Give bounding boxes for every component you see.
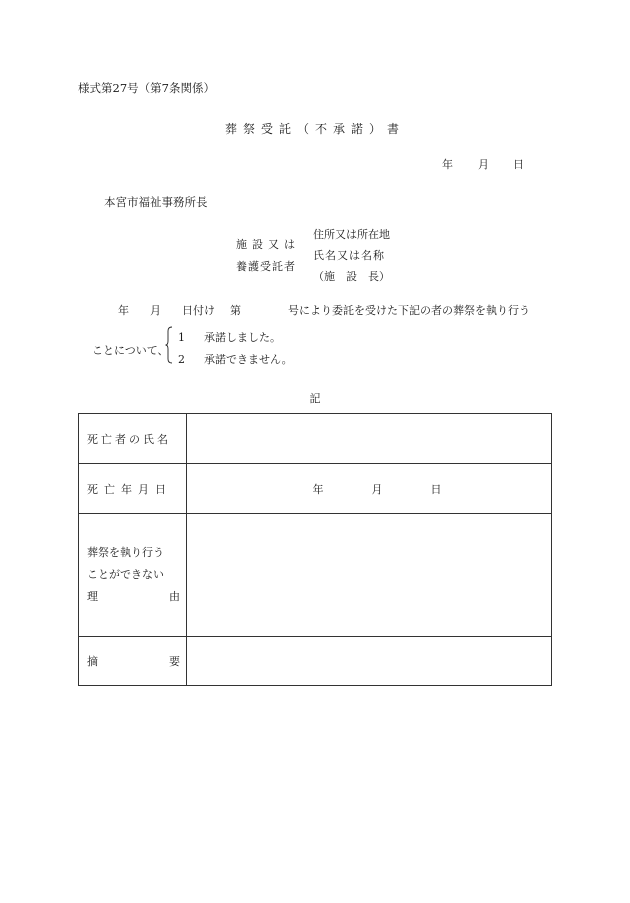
body-text: 号により委託を受けた下記の者の葬祭を執り行う xyxy=(288,304,530,317)
death-date-day: 日 xyxy=(430,482,442,496)
table-row xyxy=(79,464,552,514)
death-date-month: 月 xyxy=(371,482,383,496)
body-year-label: 年 xyxy=(118,304,129,317)
reason-label-line3a: 理 xyxy=(87,590,98,603)
remarks-field[interactable] xyxy=(187,637,552,686)
applicant-type-line1: 施設又は xyxy=(236,238,300,251)
table-row xyxy=(79,414,552,464)
reason-field[interactable] xyxy=(187,514,552,637)
body-number-prefix: 第 xyxy=(230,304,241,317)
date-month-label: 月 xyxy=(478,158,489,171)
death-date-label xyxy=(79,464,187,514)
applicant-head-label: （施 設 長） xyxy=(313,270,390,283)
ki-heading: 記 xyxy=(309,392,321,405)
reason-label xyxy=(79,514,187,637)
deceased-name-label-text: 死亡者の氏名 xyxy=(87,432,171,446)
remarks-label-a: 摘 xyxy=(87,655,98,668)
remarks-label xyxy=(79,637,187,686)
option-approve-number: 1 xyxy=(178,331,185,344)
option-reject-text: 承諾できません。 xyxy=(204,353,293,366)
death-date-label-text: 死亡年月日 xyxy=(87,482,172,496)
reason-label-line1: 葬祭を執り行う xyxy=(87,546,164,559)
document-title: 葬祭受託（不承諾）書 xyxy=(224,122,405,136)
applicant-type-line2: 養護受託者 xyxy=(236,260,296,273)
death-date-year: 年 xyxy=(312,482,324,496)
remarks-label-b: 要 xyxy=(169,655,180,668)
body-month-label: 月 xyxy=(150,304,161,317)
body-lead-text: ことについて、 xyxy=(92,344,169,357)
addressee: 本宮市福祉事務所長 xyxy=(104,195,208,209)
reason-label-line3b: 由 xyxy=(169,590,180,603)
applicant-type xyxy=(236,234,300,278)
deceased-name-field[interactable] xyxy=(187,414,552,464)
date-year-label: 年 xyxy=(442,158,453,171)
option-reject xyxy=(178,351,293,367)
option-reject-number: 2 xyxy=(178,353,185,366)
option-approve-text: 承諾しました。 xyxy=(204,331,281,344)
date-day-label: 日 xyxy=(513,158,524,171)
option-approve xyxy=(178,329,281,345)
death-date-field[interactable] xyxy=(187,464,552,514)
brace-icon xyxy=(165,326,173,364)
table-row xyxy=(79,637,552,686)
deceased-name-label xyxy=(79,414,187,464)
applicant-name-label: 氏名又は名称 xyxy=(313,249,385,262)
applicant-fields xyxy=(313,224,390,287)
form-number: 様式第27号（第7条関係） xyxy=(78,81,215,95)
table-row xyxy=(79,514,552,637)
applicant-address-label: 住所又は所在地 xyxy=(313,228,390,241)
detail-table xyxy=(78,413,552,686)
reason-label-line2: ことができない xyxy=(87,568,164,581)
body-dated-label: 日付け xyxy=(182,304,215,317)
